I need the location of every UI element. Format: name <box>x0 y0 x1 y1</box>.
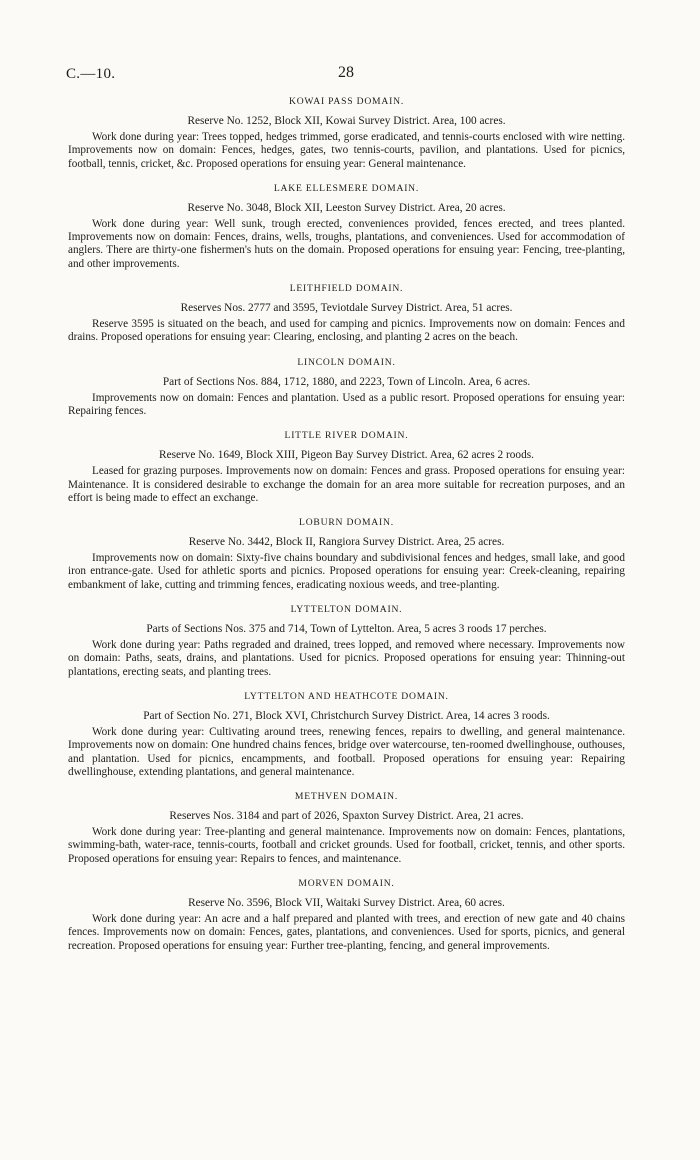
section-heading: MORVEN DOMAIN. <box>298 878 395 890</box>
section-body: Work done during year: Paths regraded and drained, trees lopped, and removed where necessary. Improvements now on domain: Paths, seats, drains, and plantations. Used for picnics. Proposed operations for ensuing year: Thinning-out plantations, erecting seats, and planting trees. <box>68 639 625 678</box>
section-body: Work done during year: Trees topped, hedges trimmed, gorse eradicated, and tennis-courts enclosed with wire netting. Improvements now on domain: Fences, hedges, gates, two tennis-courts, pavilion, and plantations. Used for picnics, football, tennis, cricket, &c. Proposed operations for ensuing year: General maintenance. <box>68 131 625 170</box>
reserve-line: Reserve No. 3048, Block XII, Leeston Survey District. Area, 20 acres. <box>187 201 506 214</box>
section-body: Reserve 3595 is situated on the beach, and used for camping and picnics. Improvements now on domain: Fences and drains. Proposed operations for ensuing year: Clearing, enclosing, and planting 2 acres on the beach. <box>68 318 625 344</box>
section-body: Work done during year: Tree-planting and general maintenance. Improvements now on domain: Fences, plantations, swimming-bath, water-race, tennis-courts, football and cricket grounds. Used for football, cricket, tennis, and other sports. Proposed operations for ensuing year: Repairs to fences, and maintenance. <box>68 826 625 865</box>
reserve-line: Part of Sections Nos. 884, 1712, 1880, and 2223, Town of Lincoln. Area, 6 acres. <box>162 375 531 388</box>
section-heading: LAKE ELLESMERE DOMAIN. <box>273 182 420 194</box>
reserve-line: Reserve No. 3442, Block II, Rangiora Survey District. Area, 25 acres. <box>188 536 505 549</box>
document-reference: C.—10. <box>66 66 116 82</box>
section-body: Work done during year: Well sunk, trough erected, conveniences provided, fences erected, and trees planted. Improvements now on domain: Fences, drains, wells, troughs, plantations, and conveniences. Used for accommodation of anglers. There are thirty-one fishermen's huts on the domain. Proposed operations for ensuing year: Fencing, tree-planting, and other improvements. <box>68 217 625 270</box>
section-methven-domain <box>68 791 625 866</box>
section-heading: LINCOLN DOMAIN. <box>297 356 396 368</box>
section-heading: LITTLE RIVER DOMAIN. <box>284 430 409 442</box>
section-heading: LEITHFIELD DOMAIN. <box>289 283 404 295</box>
section-leithfield-domain <box>68 283 625 345</box>
section-lyttelton-domain <box>68 604 625 679</box>
reserve-line: Reserve No. 1649, Block XIII, Pigeon Bay Survey District. Area, 62 acres 2 roods. <box>159 449 534 462</box>
reserve-line: Part of Section No. 271, Block XVI, Christchurch Survey District. Area, 14 acres 3 roods. <box>143 709 550 722</box>
reserve-line: Reserve No. 1252, Block XII, Kowai Survey District. Area, 100 acres. <box>187 115 506 127</box>
section-kowai-pass-domain <box>68 96 625 171</box>
section-morven-domain <box>68 878 625 953</box>
section-lake-ellesmere-domain <box>68 183 625 271</box>
section-heading: KOWAI PASS DOMAIN. <box>288 96 405 107</box>
section-body: Leased for grazing purposes. Improvements now on domain: Fences and grass. Proposed operations for ensuing year: Maintenance. It is considered desirable to exchange the domain for an area more suitable for recreation purposes, and an effort is being made to effect an exchange. <box>68 465 625 504</box>
section-body: Work done during year: An acre and a half prepared and planted with trees, and erection of new gate and 40 chains fences. Improvements now on domain: Fences, gates, plantations, and conveniences. Used for sports, picnics, and general recreation. Proposed operations for ensuing year: Further tree-planting, fencing, and general improvements. <box>68 913 625 952</box>
reserve-line: Reserve No. 3596, Block VII, Waitaki Survey District. Area, 60 acres. <box>188 897 505 910</box>
section-loburn-domain <box>68 517 625 592</box>
section-heading: LYTTELTON AND HEATHCOTE DOMAIN. <box>244 690 449 702</box>
section-body: Improvements now on domain: Sixty-five chains boundary and subdivisional fences and hedges, small lake, and good iron entrance-gate. Used for athletic sports and picnics. Proposed operations for ensuing year: Creek-cleaning, repairing embankment of lake, cutting and trimming fences, eradicating noxious weeds, and tree-planting. <box>68 552 625 591</box>
section-heading: LYTTELTON DOMAIN. <box>290 604 403 616</box>
page-content <box>68 96 625 953</box>
page-number: 28 <box>338 64 354 81</box>
reserve-line: Reserves Nos. 2777 and 3595, Teviotdale Survey District. Area, 51 acres. <box>180 302 513 315</box>
section-lincoln-domain <box>68 357 625 419</box>
reserve-line: Parts of Sections Nos. 375 and 714, Town of Lyttelton. Area, 5 acres 3 roods 17 perches. <box>146 623 547 636</box>
section-body: Work done during year: Cultivating around trees, renewing fences, repairs to dwelling, and general maintenance. Improvements now on domain: One hundred chains fences, bridge over watercourse, ten-roomed dwellinghouse, outhouses, and plantation. Used for picnics, encampments, and football. Proposed operations for ensuing year: Repairing dwellinghouse, extending plantations, and general maintenance. <box>68 725 625 778</box>
section-heading: LOBURN DOMAIN. <box>299 517 394 529</box>
section-body: Improvements now on domain: Fences and plantation. Used as a public resort. Proposed operations for ensuing year: Repairing fences. <box>68 391 625 417</box>
reserve-line: Reserves Nos. 3184 and part of 2026, Spaxton Survey District. Area, 21 acres. <box>169 810 524 823</box>
section-lyttelton-and-heathcote-domain <box>68 691 625 779</box>
section-little-river-domain <box>68 430 625 505</box>
section-heading: METHVEN DOMAIN. <box>294 791 399 803</box>
